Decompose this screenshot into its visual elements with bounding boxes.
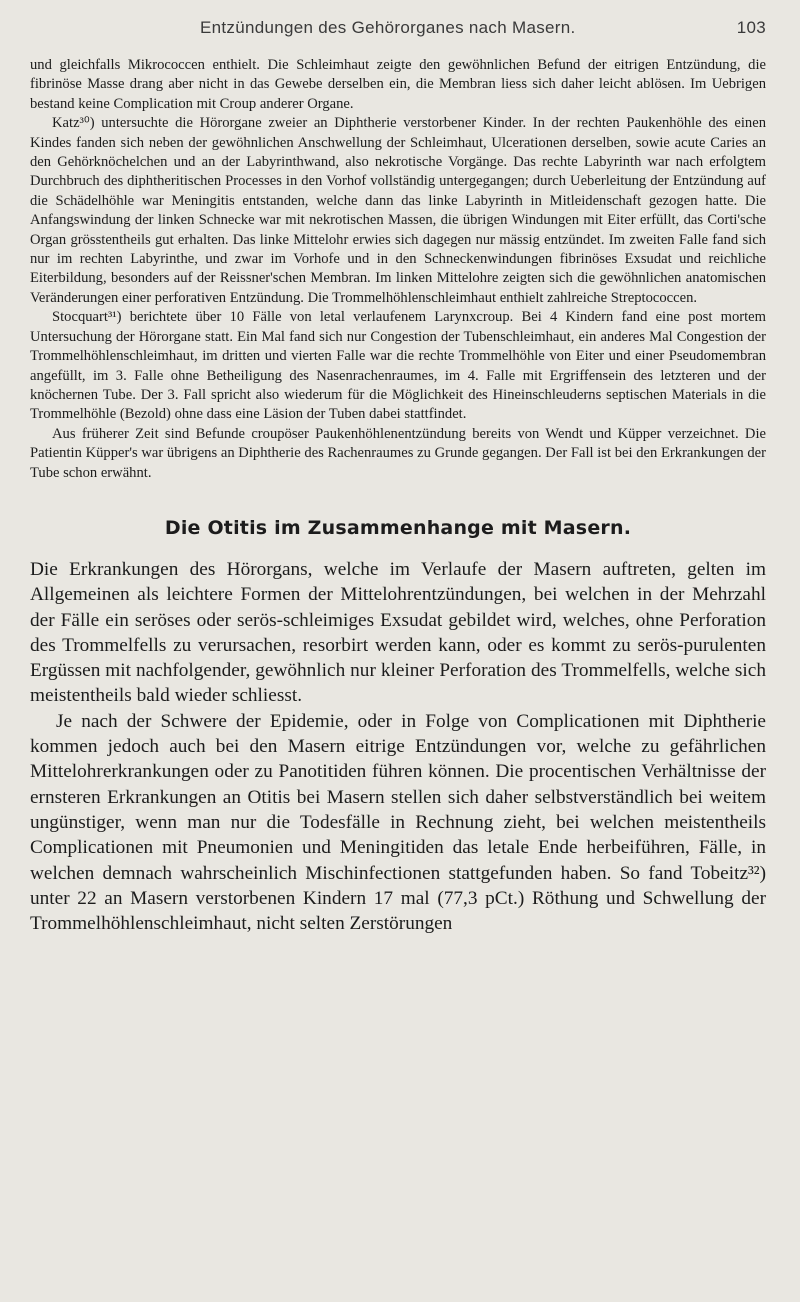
running-header xyxy=(30,18,766,46)
paragraph-continuation: und gleichfalls Mikrococcen enthielt. Die Schleimhaut zeigte den gewöhnlichen Befund der eitrigen Entzündung, die fibrinöse Masse drang aber nicht in das Gewebe derselben ein, die Membran liess sich daher leicht ablösen. Im Uebrigen bestand keine Complication mit Croup anderer Organe. xyxy=(30,57,766,112)
paragraph-stocquart: Stocquart³¹) berichtete über 10 Fälle von letal verlaufenem Larynxcroup. Bei 4 Kindern fand eine post mortem Untersuchung der Hörorgane statt. Ein Mal fand sich nur Congestion der Tubenschleimhaut, ein anderes Mal Congestion der Trommelhöhlenschleimhaut, im dritten und vierten Falle war die rechte Trommelhöhle von Eiter und einer Pseudomembran angefüllt, im 3. Falle ohne Betheiligung des Nasenrachenraumes, im 4. Falle mit Ergriffensein des letzteren und der knöchernen Tube. Der 3. Fall spricht also wiederum für die Möglichkeit des Hineinschleuderns septischen Materials in die Trommelhöhle (Bezold) ohne dass eine Läsion der Tuben dabei stattfindet. xyxy=(30,309,766,423)
small-print-section xyxy=(30,56,766,483)
paragraph-severity: Je nach der Schwere der Epidemie, oder in Folge von Complicationen mit Diphtherie kommen jedoch auch bei den Masern eitrige Entzündungen vor, welche zu gefährlichen Mittelohrerkrankungen oder zu Panotitiden führen können. Die procentischen Verhältnisse der ernsteren Erkrankungen an Otitis bei Masern stellen sich daher selbstverständlich bei weitem ungünstiger, wenn man nur die Todesfälle in Rechnung zieht, bei welchen meistentheils Complicationen mit Pneumonien und Meningitiden das letale Ende herbeiführen, Fälle, in welchen demnach wahrscheinlich Mischinfectionen stattgefunden haben. So fand Tobeitz³²) unter 22 an Masern verstorbenen Kindern 17 mal (77,3 pCt.) Röthung und Schwellung der Trommelhöhlenschleimhaut, nicht selten Zerstörungen xyxy=(30,710,766,935)
paragraph-katz: Katz³⁰) untersuchte die Hörorgane zweier an Diphtherie verstorbener Kinder. In der rechten Paukenhöhle des einen Kindes fanden sich neben der gewöhnlichen Anschwellung der Schleimhaut, Ulcerationen derselben, sowie acute Caries an den Gehörknöchelchen und an der Labyrinthwand, also nekrotische Vorgänge. Das rechte Labyrinth war nach erfolgtem Durchbruch des diphtheritischen Processes in den Vorhof vollständig untergegangen; durch Ueberleitung der Entzündung auf die Schädelhöhle war Meningitis entstanden, welche dann das linke Labyrinth in Mitleidenschaft gezogen hatte. Die Anfangswindung der linken Schnecke war mit nekrotischen Massen, die übrigen Windungen mit Eiter erfüllt, das Corti'sche Organ grösstentheils gut erhalten. Das linke Mittelohr erwies sich dagegen nur mässig entzündet. Im zweiten Falle fand sich nur im rechten Labyrinthe, und zwar im Vorhofe und in den Schneckenwindungen fibrinöses Exsudat und reichliche Eiterbildung, besonders auf der Reissner'schen Membran. Im linken Mittelohre zeigten sich die gewöhnlichen anatomischen Veränderungen einer perforativen Entzündung. Die Trommelhöhlenschleimhaut enthielt zahlreiche Streptococcen. xyxy=(30,115,766,306)
paragraph-wendt-kuepper: Aus früherer Zeit sind Befunde croupöser Paukenhöhlenentzündung bereits von Wendt und Küpper verzeichnet. Die Patientin Küpper's war übrigens an Diphtherie des Rachenraumes zu Grunde gegangen. Der Fall ist bei den Erkrankungen der Tube schon erwähnt. xyxy=(30,425,766,481)
running-title: Entzündungen des Gehörorganes nach Masern. xyxy=(200,18,576,37)
main-text-section xyxy=(30,557,766,936)
paragraph-intro: Die Erkrankungen des Hörorgans, welche im Verlaufe der Masern auftreten, gelten im Allgemeinen als leichtere Formen der Mittelohrentzündungen, bei welchen in der Mehrzahl der Fälle ein seröses oder serös-schleimiges Exsudat gebildet wird, welches, ohne Perforation des Trommelfells zu verursachen, resorbirt werden kann, oder es kommt zu serös-purulenten Ergüssen mit nachfolgender, gewöhnlich nur kleiner Perforation des Trommelfells, welche sich meistentheils bald wieder schliesst. xyxy=(30,558,766,707)
section-heading: Die Otitis im Zusammenhange mit Masern. xyxy=(164,516,632,539)
page-number: 103 xyxy=(736,18,766,37)
